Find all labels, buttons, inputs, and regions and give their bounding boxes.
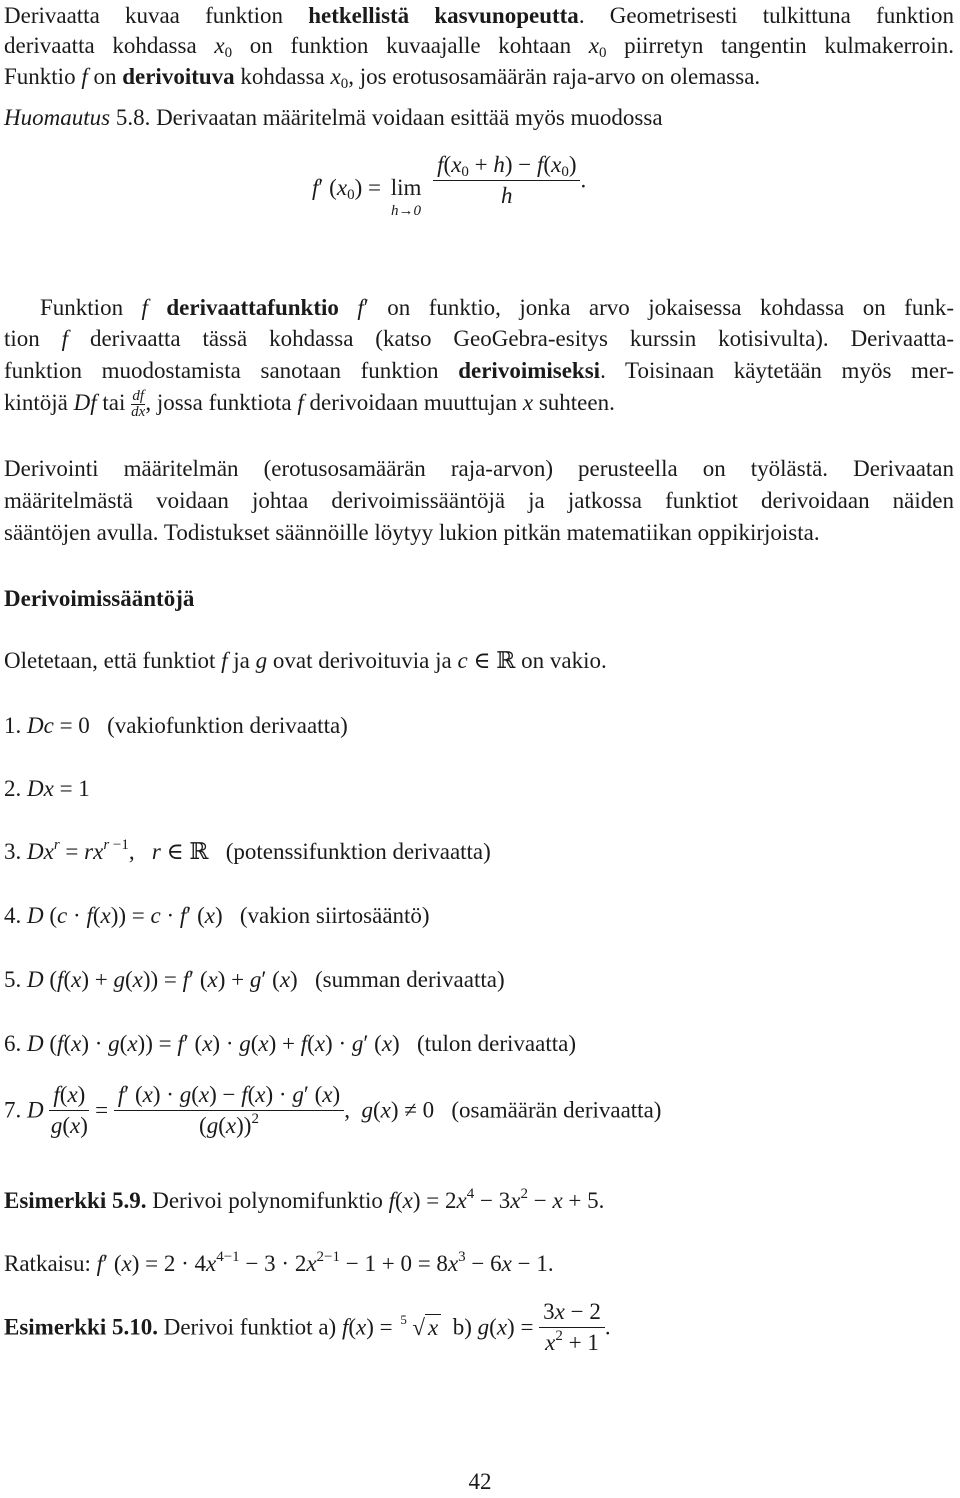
derivation-line-1: Derivointi määritelmän (erotusosamäärän raja-arvon) perusteella on työlästä. Derivaatan <box>4 456 954 481</box>
differentiable-term: derivoituva <box>122 64 235 89</box>
derivative-function-term: derivaattafunktio <box>166 295 339 320</box>
note-text: Derivaatan määritelmä voidaan esittää myös muodossa <box>156 105 663 130</box>
rule-3: 3. $Dx^r = rx^{r -1}$, r ∈ ℝ (potenssifunktion derivaatta) <box>4 837 491 864</box>
solution-line: Ratkaisu: f′ $(x) = 2 \cdot 4x^{4-1} - 3 \cdot 2x^{2-1} - 1 + 0 = 8x^3 - 6x - 1$. <box>4 1249 554 1276</box>
note-label: Huomautus <box>4 105 111 130</box>
example-5-9: Esimerkki 5.9. Derivoi polynomifunktio $f(x) = 2x^4 - 3x^2 - x + 5$. <box>4 1186 605 1213</box>
section-heading: Derivoimissääntöjä <box>4 586 195 611</box>
rule-2: 2. Dx = 1 <box>4 776 90 801</box>
note-number: 5.8. <box>115 105 151 130</box>
derivative-function-line-4: kintöjä Df tai $\frac{df}{dx}$ , jossa funktiota f derivoidaan muuttujan x suhteen. <box>4 388 615 421</box>
rule-1: 1. Dc = 0 (vakiofunktion derivaatta) <box>4 713 348 738</box>
limit-formula: f′ $(x_0) = \lim$ h→0 $\frac{f(x_0 + h) - f(x_0)}{h}$ . <box>312 152 587 219</box>
definition-line-2: derivaatta kohdassa $x_0$ on funktion kuvaajalle kohtaan $x_0$ piirretyn tangentin kulmakerroin. <box>4 33 954 61</box>
leibniz-notation: $\frac{df}{dx}$ <box>131 388 146 421</box>
rule-7: 7. D $\frac{f(x)}{g(x)}$ = $\frac{f' (x) \cdot g(x) - f(x) \cdot g' (x)}{(g(x))^2}$ , g(x) ≠ 0 (osamäärän derivaatta) <box>4 1082 662 1138</box>
example-label: Esimerkki 5.9. <box>4 1188 147 1213</box>
derivative-function-line-2: tion f derivaatta tässä kohdassa (katso GeoGebra-esitys kurssin kotisivulta). Derivaatta- <box>4 326 955 351</box>
definition-line-3: Funktio f on derivoituva kohdassa $x_0$, jos erotusosamäärän raja-arvo on olemassa. <box>4 64 761 92</box>
derivative-function-line-1: Funktion f derivaattafunktio f′ on funktio, jonka arvo jokaisessa kohdassa on funk- <box>40 295 955 320</box>
definition-line-1: Derivaatta kuvaa funktion hetkellistä kasvunopeutta. Geometrisesti tulkittuna funktion <box>4 3 954 28</box>
differentiation-term: derivoimiseksi <box>458 358 601 383</box>
instant-rate-term: hetkellistä kasvunopeutta <box>308 3 579 28</box>
assumption-line: Oletetaan, että funktiot f ja g ovat derivoituvia ja c ∈ ℝ on vakio. <box>4 648 607 673</box>
fifth-root: 5 √ x <box>398 1312 441 1344</box>
rule-5: 5. D (f(x) + g(x)) = f′ (x) + g′ (x) (summan derivaatta) <box>4 967 505 992</box>
derivation-line-3: sääntöjen avulla. Todistukset säännöille löytyy lukion pitkän matematiikan oppikirjoista. <box>4 520 820 545</box>
example-label: Esimerkki 5.10. <box>4 1314 158 1340</box>
rule-6: 6. D (f(x) · g(x)) = f′ (x) · g(x) + f(x) · g′ (x) (tulon derivaatta) <box>4 1031 576 1056</box>
page-number: 42 <box>468 1469 492 1494</box>
derivation-line-2: määritelmästä voidaan johtaa derivoimissääntöjä ja jatkossa funktiot derivoidaan näiden <box>4 488 954 513</box>
derivative-function-line-3: funktion muodostamista sanotaan funktion derivoimiseksi. Toisinaan käytetään myös mer- <box>4 358 954 383</box>
example-5-10: Esimerkki 5.10. Derivoi funktiot a) f(x) = 5 √ x b) g(x) = $\frac{3x - 2}{x^2 + 1}$ . <box>4 1299 611 1355</box>
rule-4: 4. D (c · f(x)) = c · f′ (x) (vakion siirtosääntö) <box>4 903 430 928</box>
note-5-8 <box>4 102 663 134</box>
